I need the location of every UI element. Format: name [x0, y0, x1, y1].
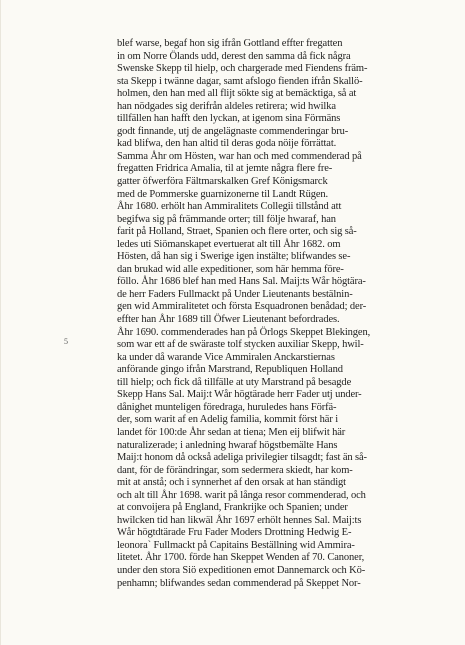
text-line: mit at anstå; och i synnerhet af den orsak at han ständigt [117, 477, 346, 489]
text-line: blef warse, begaf hon sig ifrån Gottland effter fregatten [117, 38, 343, 49]
text-line: med de Pommerske guarnizonerne til Landt Rügen. [117, 188, 329, 200]
text-line: effter han Åhr 1689 till Öfwer Lieutenant befordrades. [117, 314, 340, 326]
text-line: Skepp Hans Sal. Maij:t Wår högtärade herr Fader utj under- [117, 389, 362, 401]
text-line: gatter öfwerföra Fältmarskalken Gref Königsmarck [117, 176, 328, 188]
margin-line-number: 5 [64, 337, 68, 346]
text-line: leonora` Fullmackt på Capitains Beställning wid Ammira- [117, 539, 355, 551]
text-line: kad blifwa, den han altid til deras goda nöije förrättat. [117, 138, 337, 150]
text-line: ledes uti Siömanskapet evertuerat alt till Åhr 1682. om [117, 238, 341, 250]
text-line: holmen, den han med all flijt sökte sig at bemäcktiga, så at [117, 88, 357, 100]
text-line: Wår högtdtärade Fru Fader Moders Drottning Hedwig E- [117, 527, 352, 539]
text-line: Åhr 1690. commenderades han på Örlogs Skeppet Blekingen, [117, 326, 371, 338]
text-line: Hösten, då han sig i Swerige igen instälte; blifwandes se- [117, 251, 351, 263]
text-line: litetet. Åhr 1700. förde han Skeppet Wenden af 70. Canoner, [117, 552, 365, 564]
text-line: hwilcken tid han likwäl Åhr 1697 erhölt hennes Sal. Maij:ts [117, 514, 362, 526]
text-line: in om Norre Ölands udd, derest den samma då fick några [117, 50, 351, 62]
text-line: Åhr 1680. erhölt han Ammiralitets Collegii tillstånd att [117, 201, 342, 213]
text-line: dan brukad wid alle expeditioner, som här hemma före- [117, 263, 344, 275]
text-line: naturalizerade; i anledning hwaraf högstbemälte Hans [117, 439, 338, 451]
text-line: dånighet munteligen föredraga, huruledes hans Förfä- [117, 401, 337, 413]
text-line: som war ett af de swäraste tolf stycken auxiliar Skepp, hwil- [117, 339, 364, 351]
text-line: penhamn; blifwandes sedan commenderad på Skeppet Nor- [117, 577, 361, 589]
text-line: farit på Holland, Straet, Spanien och flere orter, och sig så- [117, 226, 357, 238]
text-line: tillfällen han hafft den lyckan, at igenom sina Förmäns [117, 113, 341, 125]
text-line: under den stora Siö expeditionen emot Dannemarck och Kö- [117, 564, 366, 576]
text-line: de herr Faders Fullmackt på Under Lieutenants bestälnin- [117, 288, 353, 300]
text-line: föllo. Åhr 1686 blef han med Hans Sal. Maij:ts Wår högtära- [117, 276, 366, 288]
text-line: anförande gingo ifrån Marstrand, Republiquen Holland [117, 364, 343, 376]
body-text [117, 38, 437, 590]
text-line: begifwa sig på främmande orter; till följe hwaraf, han [117, 213, 336, 225]
text-line: och alt till Åhr 1698. warit på långa resor commenderad, och [117, 489, 366, 501]
text-line: dant, för de förändringar, som sedermera skiedt, har kom- [117, 464, 353, 476]
text-line: Maij:t honom då också adeliga privilegier tilsagdt; fast än så- [117, 452, 367, 464]
text-line: gen wid Ammiralitetet och första Esquadronen benådad; der- [117, 301, 367, 313]
text-line: der, som warit af en Adelig familia, kommit först här i [117, 414, 339, 426]
text-line: sta Skepp i twänne dagar, samt afslogo fienden ifrån Skallö- [117, 75, 363, 87]
text-line: fregatten Fridrica Amalia, til at jemte några flere fre- [117, 163, 333, 175]
text-line: godt finnande, utj de angelägnaste commenderingar bru- [117, 125, 349, 137]
text-line: Samma Åhr om Hösten, war han och med commenderad på [117, 150, 362, 162]
text-line: till hielp; och fick då tillfälle at uty Marstrand på besagde [117, 376, 352, 388]
text-line: landet för 100:de Åhr sedan at tiena; Men eij blifwit här [117, 426, 346, 438]
text-line: ka under då warande Vice Ammiralen Anckarstiernas [117, 351, 335, 363]
text-line: Swenske Skepp til hielp, och chargerade med Fiendens främ- [117, 63, 368, 75]
text-line: han nödgades sig derifrån aldeles retirera; wid hwilka [117, 100, 336, 112]
text-line: at convoijera på England, Frankrijke och Spanien; under [117, 502, 348, 514]
